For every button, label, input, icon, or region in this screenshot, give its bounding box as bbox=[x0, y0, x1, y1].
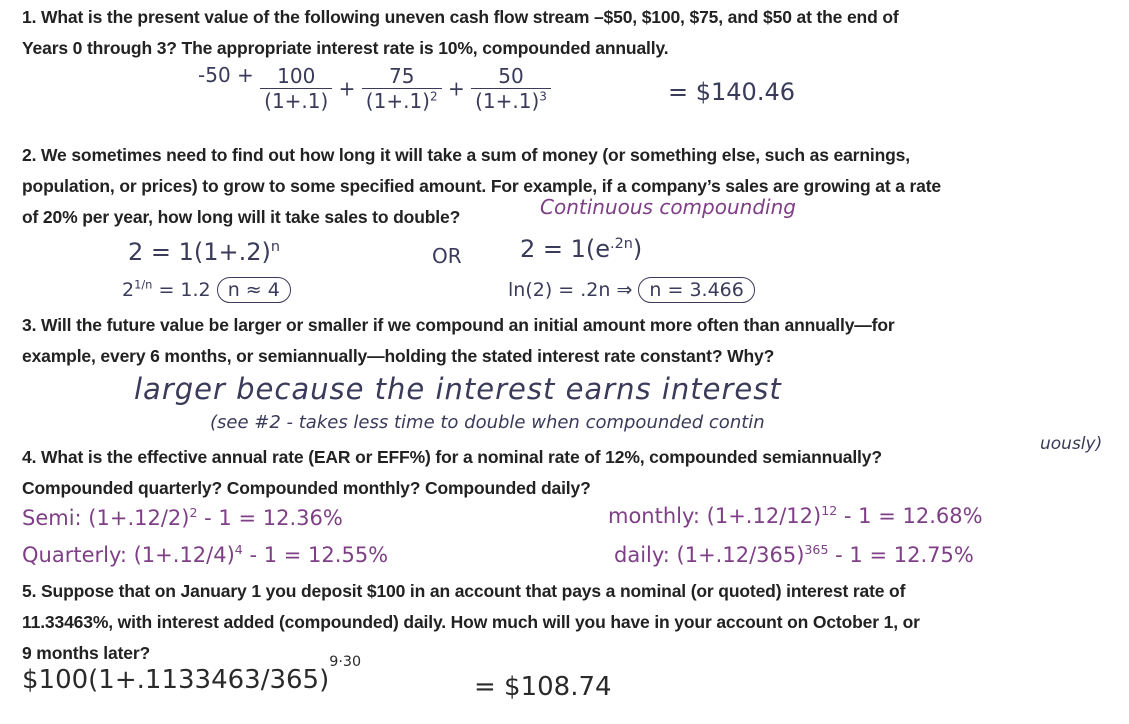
question-2 bbox=[22, 140, 1082, 233]
question-text: 3. Will the future value be larger or smaller if we compound an initial amount more often than annually—for bbox=[22, 315, 895, 335]
answer-2-or: OR bbox=[432, 244, 462, 268]
answer-2-right-eq: $2 = 1(e^{.2n})$ bbox=[520, 235, 643, 263]
answer-4-daily: daily: $(1+.12/365)^{365} - 1 = 12.75\%$ bbox=[614, 542, 974, 567]
answer-4-semi: Semi: $(1+.12/2)^2 - 1 = 12.36\%$ bbox=[22, 505, 343, 530]
answer-2-left-solve: $2^{1/n} = 1.2$ n ≈ 4 bbox=[122, 277, 291, 303]
question-3 bbox=[22, 310, 1082, 372]
question-text: 1. What is the present value of the following uneven cash flow stream –$50, $100, $75, and $50 at the end of bbox=[22, 7, 899, 27]
answer-4-quarterly: Quarterly: $(1+.12/4)^4 - 1 = 12.55\%$ bbox=[22, 542, 389, 567]
question-text: 11.33463%, with interest added (compounded) daily. How much will you have in your account on October 1, or bbox=[22, 612, 920, 632]
fraction: $\frac{50}{(1+.1)^3}$ bbox=[471, 64, 551, 113]
question-5 bbox=[22, 576, 1082, 669]
fraction: $\frac{75}{(1+.1)^2}$ bbox=[362, 64, 442, 113]
answer-5-expr: $\$100(1+.1133463/365)^{9\cdot 30}$ bbox=[22, 654, 362, 695]
circled-answer: n = 3.466 bbox=[638, 277, 754, 303]
question-text: 2. We sometimes need to find out how long it will take a sum of money (or something else, such as earnings, bbox=[22, 145, 910, 165]
answer-1-result: = $140.46 bbox=[668, 78, 795, 106]
question-text: 9 months later? bbox=[22, 643, 151, 663]
answer-2-note: Continuous compounding bbox=[540, 195, 796, 219]
answer-2-right-solve: ln(2) = .2n ⇒ n = 3.466 bbox=[508, 277, 755, 303]
question-text: Years 0 through 3? The appropriate interest rate is 10%, compounded annually. bbox=[22, 38, 669, 58]
answer-2-left-eq: $2 = 1(1+.2)^n$ bbox=[128, 238, 281, 266]
question-text: 4. What is the effective annual rate (EAR or EFF%) for a nominal rate of 12%, compounded semiannually? bbox=[22, 447, 882, 467]
circled-answer: n ≈ 4 bbox=[217, 277, 291, 303]
answer-3-line3: uously) bbox=[1040, 434, 1103, 454]
question-text: of 20% per year, how long will it take sales to double? bbox=[22, 207, 461, 227]
answer-1: -50 + $\frac{100}{(1+.1)}$ + $\frac{75}{(1+.1)^2}$ + $\frac{50}{(1+.1)^3}$ bbox=[198, 64, 551, 113]
answer-3-line2: (see #2 - takes less time to double when compounded contin bbox=[210, 412, 765, 433]
answer-4-monthly: monthly: $(1+.12/12)^{12} - 1 = 12.68\%$ bbox=[608, 503, 983, 528]
question-1 bbox=[22, 2, 1082, 64]
question-text: Compounded quarterly? Compounded monthly? Compounded daily? bbox=[22, 478, 591, 498]
question-text: example, every 6 months, or semiannually—holding the stated interest rate constant? Why? bbox=[22, 346, 775, 366]
handwritten-text: -50 + bbox=[198, 62, 254, 87]
answer-5-result: = $108.74 bbox=[474, 672, 612, 702]
question-text: population, or prices) to grow to some specified amount. For example, if a company’s sales are growing at a rate bbox=[22, 176, 942, 196]
answer-3-line1: larger because the interest earns interest bbox=[134, 372, 782, 406]
question-4 bbox=[22, 442, 1082, 504]
fraction: $\frac{100}{(1+.1)}$ bbox=[260, 64, 332, 113]
question-text: 5. Suppose that on January 1 you deposit $100 in an account that pays a nominal (or quoted) interest rate of bbox=[22, 581, 906, 601]
